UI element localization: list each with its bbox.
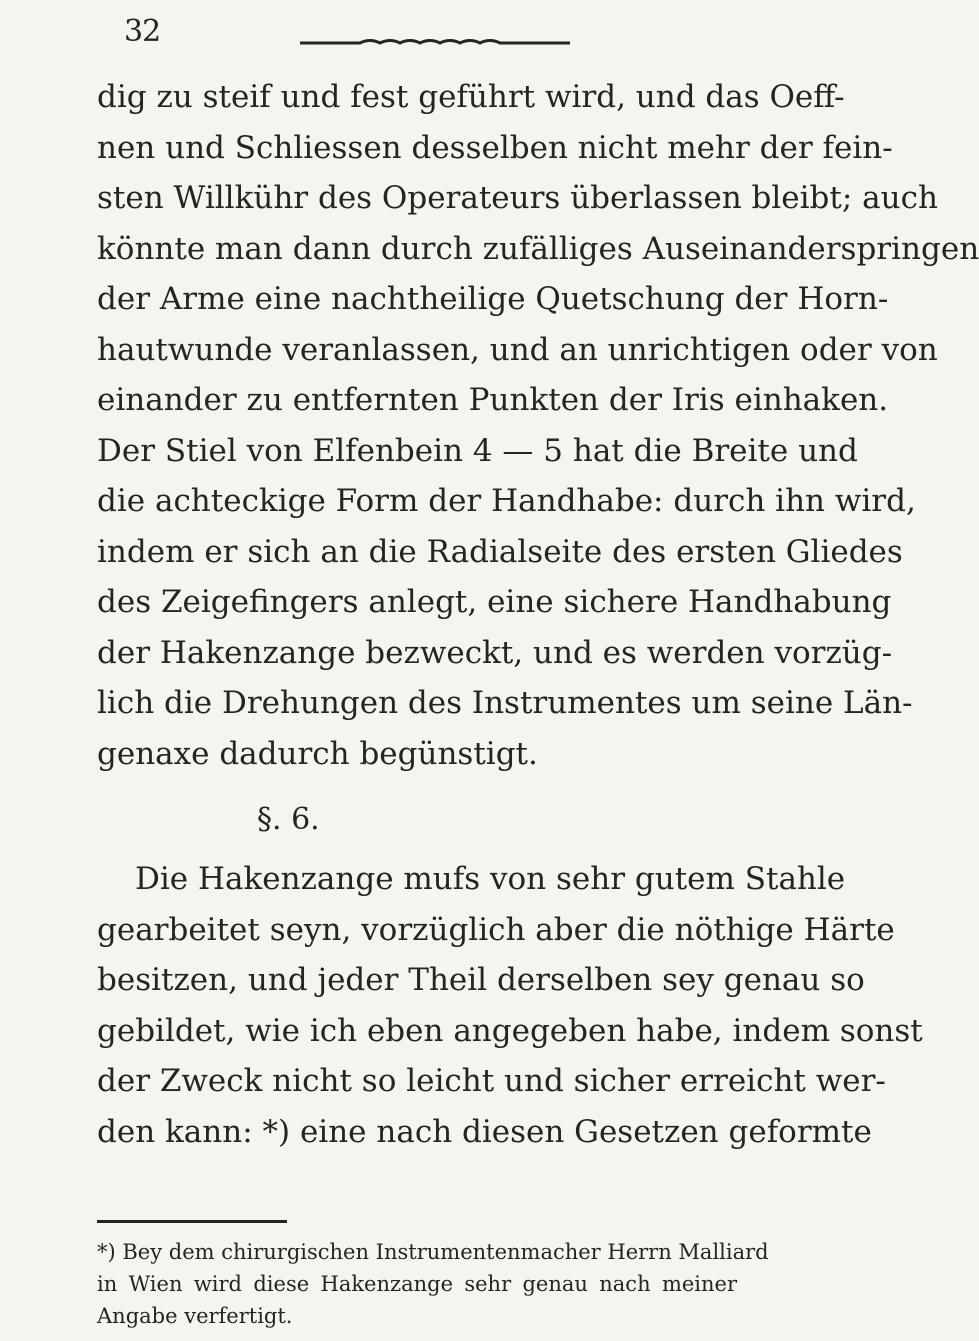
text-line: gebildet, wie ich eben angegeben habe, indem sonst [97,1012,923,1049]
text-line: der Zweck nicht so leicht und sicher erreicht wer- [97,1063,886,1099]
text-line: dig zu steif und fest geführt wird, und das Oeff- [97,79,845,115]
text-line: besitzen, und jeder Theil derselben sey genau so [97,962,865,998]
text-line: einander zu entfernten Punkten der Iris einhaken. [97,382,889,418]
text-line: der Hakenzange bezweckt, und es werden vorzüg- [97,634,893,671]
text-line: Der Stiel von Elfenbein 4 — 5 hat die Breite und [97,432,858,469]
text-line: hautwunde veranlassen, und an unrichtigen oder von [97,331,938,368]
text-line: des Zeigefingers anlegt, eine sichere Handhabung [97,584,892,620]
footnote [97,1236,769,1332]
main-text [97,72,979,1157]
text-line: lich die Drehungen des Instrumentes um seine Län- [97,685,913,721]
text-line: den kann: *) eine nach diesen Gesetzen geformte [97,1113,872,1150]
footnote-line: in Wien wird diese Hakenzange sehr genau nach meiner [97,1272,737,1296]
text-line: die achteckige Form der Handhabe: durch ihn wird, [97,483,916,519]
header-ornament [300,38,570,46]
section-heading: §. 6. [257,802,320,837]
text-line: der Arme eine nachtheilige Quetschung der Horn- [97,281,889,317]
footnote-divider [97,1220,287,1223]
text-line: sten Willkühr des Operateurs überlassen bleibt; auch [97,180,938,216]
text-line: nen und Schliessen desselben nicht mehr der fein- [97,129,893,166]
footnote-line: Angabe verfertigt. [97,1304,293,1328]
text-line: gearbeitet seyn, vorzüglich aber die nöthige Härte [97,911,895,948]
text-line: Die Hakenzange mufs von sehr gutem Stahle [135,861,846,897]
footnote-line: *) Bey dem chirurgischen Instrumentenmacher Herrn Malliard [97,1240,769,1264]
text-line: indem er sich an die Radialseite des ersten Gliedes [97,533,903,570]
text-line: könnte man dann durch zufälliges Auseinanderspringen [97,230,979,267]
text-line: genaxe dadurch begünstigt. [97,735,538,772]
page-number: 32 [124,14,161,49]
